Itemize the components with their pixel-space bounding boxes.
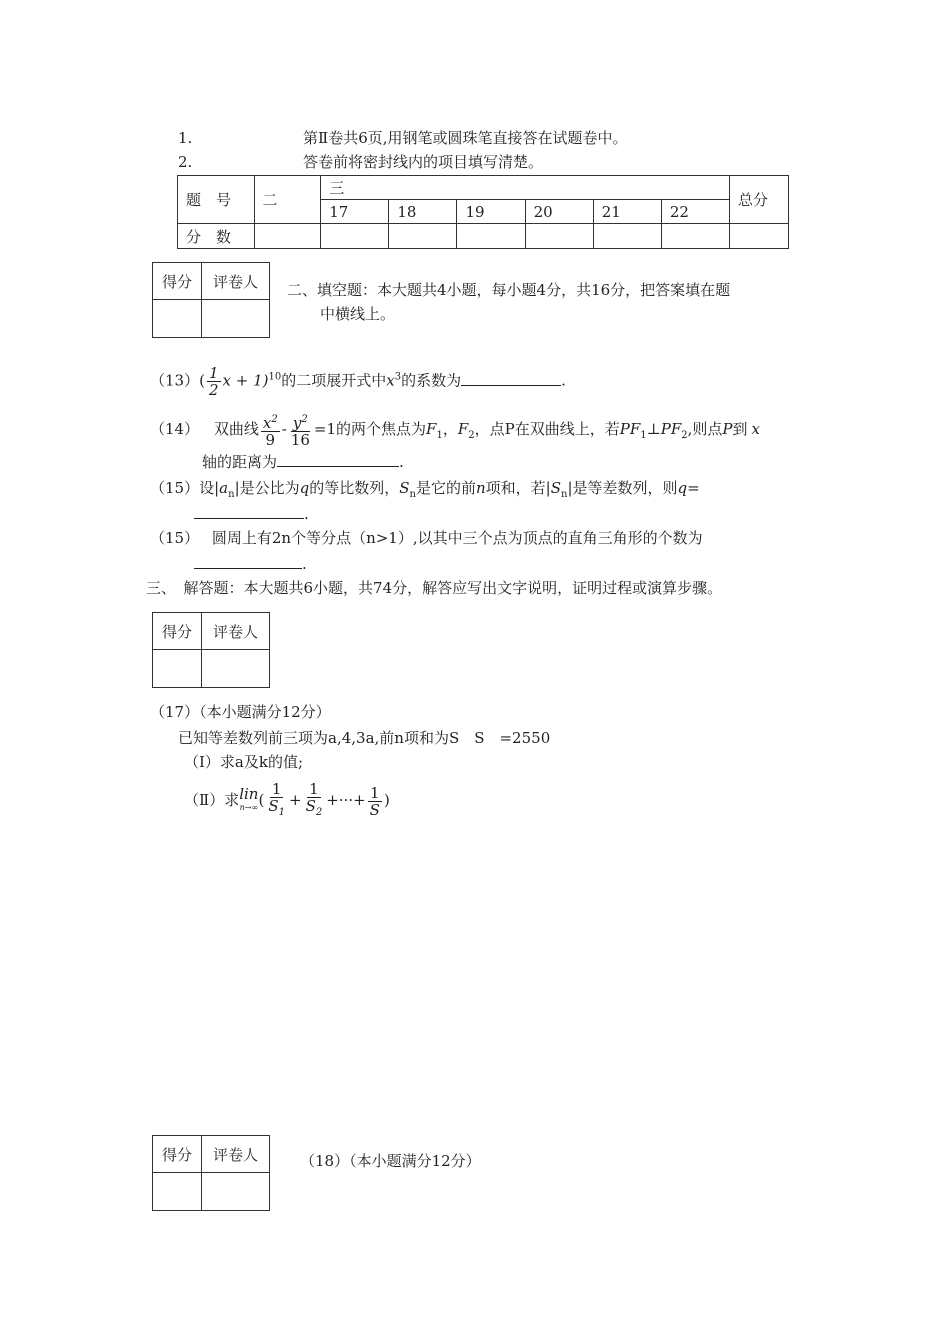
text: 是它的前	[415, 479, 476, 497]
fraction	[266, 781, 287, 821]
text: 双曲线	[213, 420, 259, 438]
text: ，点P在双曲线上，若	[474, 420, 620, 438]
question-15-num: （15）	[150, 529, 200, 547]
frac-den	[304, 798, 325, 821]
frac-num: 1	[208, 364, 219, 382]
text: =	[687, 479, 700, 497]
lim: lin	[239, 785, 259, 803]
score-cell[interactable]	[321, 224, 389, 249]
var: x	[262, 414, 272, 432]
text: 到	[732, 420, 748, 438]
text: 圆周上有2n个等分点（n>1）,以其中三个点为顶点的直角三角形的个数为	[211, 529, 703, 547]
question-17-part2	[184, 780, 390, 821]
grader-box-grader-cell[interactable]	[202, 650, 270, 688]
text: 的等比数列，	[309, 479, 400, 497]
question-number-label: 题 号	[178, 176, 255, 224]
exponent: 2	[271, 414, 278, 425]
col-20: 20	[525, 200, 593, 224]
frac-num: 1	[309, 780, 319, 798]
score-table	[177, 175, 789, 249]
col-22: 22	[661, 200, 729, 224]
total-label: 总分	[729, 176, 788, 224]
grader-box-score-label: 得分	[153, 263, 202, 300]
subscript: n	[409, 489, 416, 500]
period: .	[302, 555, 307, 573]
text: ，	[442, 420, 458, 438]
question-14-line2	[202, 452, 404, 472]
var: q	[299, 479, 310, 497]
frac-den: 9	[265, 431, 276, 449]
question-15-num: （15）	[150, 479, 200, 497]
score-cell[interactable]	[593, 224, 661, 249]
expr: x + 1)	[222, 371, 269, 390]
question-17-title: （17）（本小题满分12分）	[150, 703, 331, 721]
section2-heading-cont: 中横线上。	[320, 305, 396, 323]
text: |是等差数列，则	[567, 479, 678, 497]
var: q	[677, 479, 688, 497]
instruction-1	[178, 128, 192, 148]
minus: -	[281, 420, 287, 438]
section2-heading: 二、填空题：本大题共4小题，每小题4分，共16分，把答案填在题	[287, 281, 731, 299]
frac-num: 1	[271, 780, 282, 798]
score-cell[interactable]	[389, 224, 457, 249]
question-17-line1: 已知等差数列前三项为a,4,3a,前n项和为S S =2550	[178, 729, 551, 747]
var: S	[268, 797, 279, 815]
var: PF	[619, 420, 641, 438]
col-17: 17	[321, 200, 389, 224]
paren: (	[258, 791, 265, 809]
exponent: 2	[301, 414, 308, 425]
plus: +	[288, 791, 302, 809]
grader-box-score-cell[interactable]	[153, 300, 202, 338]
section3-heading: 三、 解答题：本大题共6小题，共74分，解答应写出文字说明，证明过程或演算步骤。	[146, 579, 723, 597]
answer-blank[interactable]	[277, 452, 399, 467]
frac-num	[261, 412, 280, 432]
exponent: 10	[268, 371, 282, 383]
frac-den	[266, 798, 287, 821]
text: 项和，若|	[485, 479, 551, 497]
limit	[239, 787, 258, 815]
question-18-title: （18）（本小题满分12分）	[300, 1152, 481, 1170]
fraction-x	[261, 412, 280, 448]
var: x	[751, 420, 760, 438]
question-17-part1: （Ⅰ）求a及k的值;	[184, 753, 304, 771]
text: 的二项展开式中	[281, 371, 387, 390]
exponent: 3	[394, 371, 402, 383]
text: =1的两个焦点为	[313, 420, 427, 438]
var: S	[550, 479, 562, 497]
dots: +···+	[326, 791, 366, 809]
grader-box-score-cell[interactable]	[153, 1173, 202, 1211]
grader-box	[152, 1135, 270, 1211]
var: PF	[660, 420, 682, 438]
subscript: 2	[681, 430, 688, 441]
instruction-2	[178, 152, 192, 172]
score-cell[interactable]	[457, 224, 525, 249]
grader-box	[152, 612, 270, 688]
fraction	[207, 365, 221, 398]
var: F	[457, 420, 469, 438]
grader-box-grader-label: 评卷人	[202, 613, 270, 650]
subscript: n	[561, 489, 568, 500]
instruction-1-text: 第Ⅱ卷共6页,用钢笔或圆珠笔直接答在试题卷中。	[303, 129, 628, 147]
grader-box-score-label: 得分	[153, 613, 202, 650]
var: n	[476, 479, 486, 497]
answer-blank[interactable]	[194, 504, 304, 519]
var: a	[219, 479, 229, 497]
grader-box-score-cell[interactable]	[153, 650, 202, 688]
var: x	[386, 371, 395, 390]
text: 的系数为	[401, 371, 462, 390]
grader-box-grader-label: 评卷人	[202, 263, 270, 300]
subscript: n	[228, 489, 235, 500]
var: P	[722, 420, 733, 438]
grader-box	[152, 262, 270, 338]
instruction-num: 1.	[178, 129, 193, 147]
subscript: 2	[315, 807, 323, 818]
var: y	[292, 414, 302, 432]
score-cell[interactable]	[525, 224, 593, 249]
score-cell[interactable]	[254, 224, 321, 249]
perp: ⊥	[646, 420, 661, 438]
question-15b-line2	[194, 554, 307, 574]
grader-box-score-label: 得分	[153, 1136, 202, 1173]
score-cell[interactable]	[729, 224, 788, 249]
frac-num: 1	[370, 783, 380, 802]
subscript: 1	[436, 430, 443, 441]
paren: )	[383, 791, 390, 809]
var: F	[426, 420, 437, 438]
var: S	[305, 797, 316, 815]
text: （Ⅱ）求	[184, 791, 240, 809]
score-cell[interactable]	[661, 224, 729, 249]
col-san: 三	[321, 176, 730, 200]
frac-den: 2	[208, 381, 219, 399]
col-19: 19	[457, 200, 525, 224]
question-15a	[150, 478, 700, 505]
text: 设|	[199, 479, 220, 497]
lim-sub: n→∞	[239, 803, 259, 812]
period: .	[304, 505, 309, 523]
period: .	[561, 371, 566, 390]
fraction	[304, 781, 325, 821]
instruction-num: 2.	[178, 153, 193, 171]
fraction	[368, 785, 382, 818]
instruction-2-text: 答卷前将密封线内的项目填写清楚。	[303, 153, 544, 171]
fraction-y	[289, 412, 312, 448]
paren: (	[199, 371, 205, 390]
frac-den: 16	[290, 431, 310, 449]
grader-box-grader-label: 评卷人	[202, 1136, 270, 1173]
col-21: 21	[593, 200, 661, 224]
col-er: 二	[254, 176, 321, 224]
subscript: 2	[468, 430, 475, 441]
question-15a-line2	[194, 504, 309, 524]
var: S	[399, 479, 410, 497]
grader-box-grader-cell[interactable]	[202, 300, 270, 338]
question-14-num: （14）	[150, 420, 200, 438]
text: ,则点	[687, 420, 723, 438]
period: .	[399, 453, 404, 471]
grader-box-grader-cell[interactable]	[202, 1173, 270, 1211]
subscript: 1	[640, 430, 647, 441]
text: 轴的距离为	[202, 453, 278, 471]
question-14	[150, 412, 760, 449]
frac-den: S	[369, 800, 380, 819]
question-13-num: （13）	[150, 371, 200, 390]
answer-blank[interactable]	[461, 371, 561, 386]
question-15b	[150, 528, 703, 548]
answer-blank[interactable]	[194, 554, 302, 569]
frac-num	[291, 412, 310, 432]
question-13	[150, 365, 566, 398]
col-18: 18	[389, 200, 457, 224]
score-label: 分 数	[178, 224, 255, 249]
text: |是公比为	[234, 479, 300, 497]
subscript: 1	[278, 807, 285, 818]
